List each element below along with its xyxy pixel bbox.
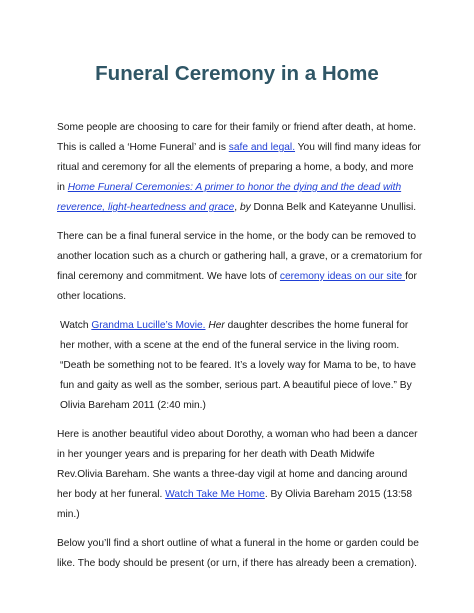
ceremony-ideas-link[interactable]: ceremony ideas on our site xyxy=(279,271,406,282)
paragraph-text: by xyxy=(239,202,251,213)
paragraph-text: . By Olivia Bareham 2015 (13:58 min.) xyxy=(57,489,413,520)
take-me-home-link[interactable]: Watch Take Me Home xyxy=(165,489,265,500)
paragraph-text: for other locations. xyxy=(57,271,417,302)
paragraph-lucille xyxy=(57,316,423,416)
paragraph-text: You will find many ideas for ritual and ceremony for all the elements of preparing a home, a body, and more in xyxy=(57,142,421,193)
home-funeral-ceremonies-link[interactable]: Home Funeral Ceremonies: A primer to honor the dying and the dead with reverence, light-heartedness and grace xyxy=(57,182,402,213)
paragraph-text: , xyxy=(234,202,240,213)
paragraph-locations xyxy=(57,227,423,307)
paragraph-text: Some people are choosing to care for their family or friend after death, at home. This is called a ‘Home Funeral’ and is xyxy=(57,122,417,153)
paragraph-text: Watch xyxy=(60,320,92,331)
paragraph-text: Her xyxy=(208,320,225,331)
document-body xyxy=(57,118,423,583)
paragraph-outline xyxy=(57,534,423,574)
safe-and-legal-link[interactable]: safe and legal. xyxy=(228,142,296,153)
paragraph-text: Below you’ll find a short outline of what a funeral in the home or garden could be like. The body should be present (or urn, if there has already been a cremation). xyxy=(57,538,419,569)
paragraph-text: Here is another beautiful video about Dorothy, a woman who had been a dancer in her younger years and is preparing for her death with Death Midwife Rev.Olivia Bareham. She wants a three-day vigil at home and dancing around her body at her funeral. xyxy=(57,429,418,500)
page-title: Funeral Ceremony in a Home xyxy=(95,62,379,85)
paragraph-intro xyxy=(57,118,423,218)
grandma-lucille-movie-link[interactable]: Grandma Lucille’s Movie. xyxy=(91,320,206,331)
paragraph-dorothy xyxy=(57,425,423,525)
paragraph-text: Donna Belk and Kateyanne Unullisi. xyxy=(250,202,417,213)
paragraph-text: daughter describes the home funeral for her mother, with a scene at the end of the funeral service in the living room. “Death be something not to be feared. It’s a lovely way for Mama to be, to have fun and gaity as well as the somber, serious part. A beautiful piece of love.” By Olivia Bareham 2011 (2:40 min.) xyxy=(60,320,417,411)
paragraph-text: There can be a final funeral service in the home, or the body can be removed to another location such as a church or gathering hall, a grave, or a crematorium for final ceremony and commitment. We have lots of xyxy=(57,231,423,282)
